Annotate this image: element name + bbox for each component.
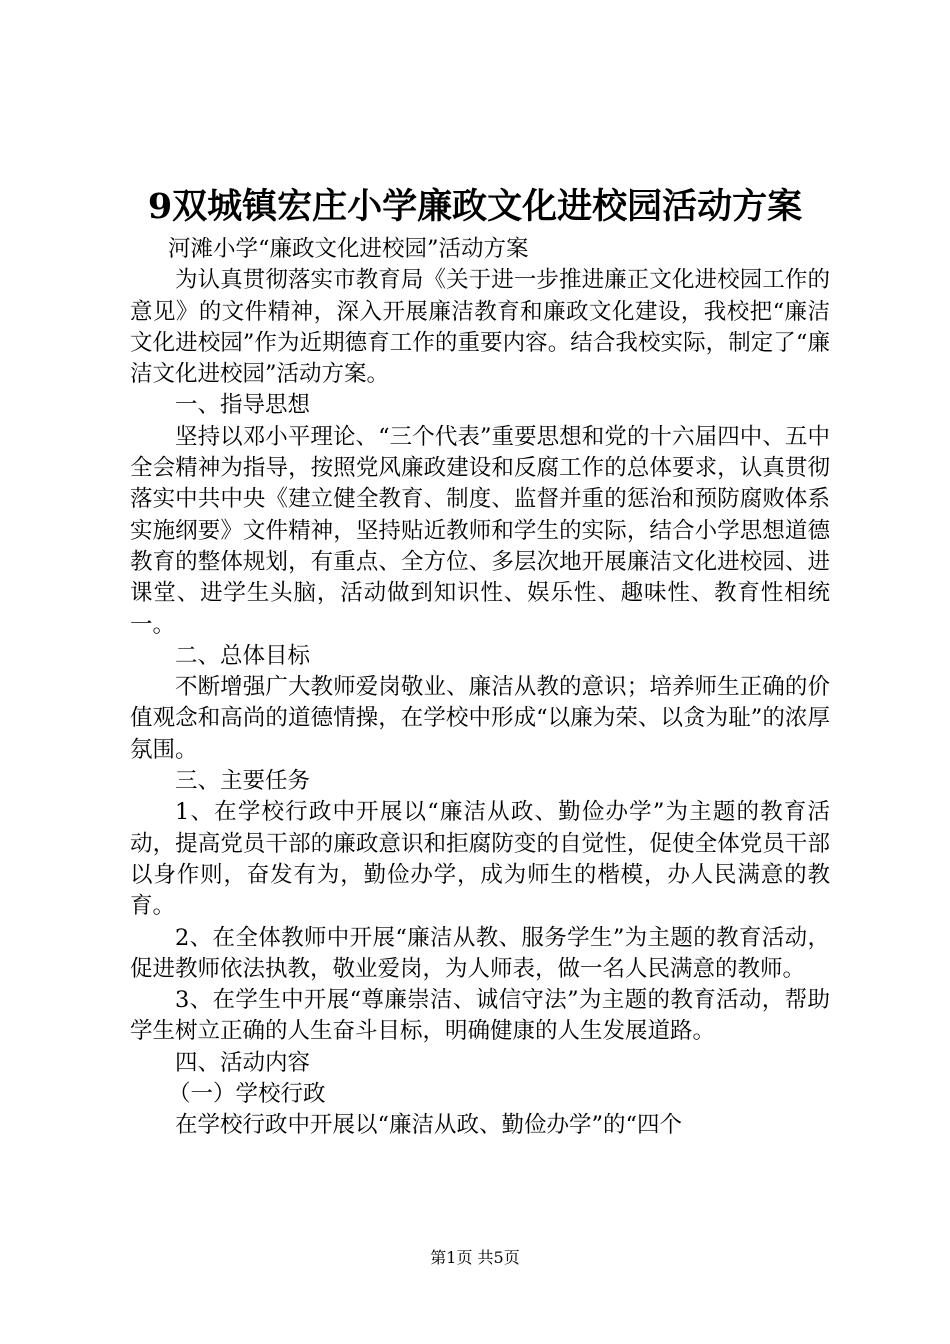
heading-activity-content: 四、活动内容 xyxy=(175,1049,311,1076)
paragraph-intro: 为认真贯彻落实市教育局《关于进一步推进廉正文化进校园工作的意见》的文件精神，深入开展廉洁教育和廉政文化建设，我校把“廉洁文化进校园”作为近期德育工作的重要内容。结合我校实际，制定了“廉洁文化进校园”活动方案。 xyxy=(130,267,830,388)
paragraph-guiding-ideology: 坚持以邓小平理论、“三个代表”重要思想和党的十六届四中、五中全会精神为指导，按照党风廉政建设和反腐工作的总体要求，认真贯彻落实中共中央《建立健全教育、制度、监督并重的惩治和预防腐败体系实施纲要》文件精神，坚持贴近教师和学生的实际，结合小学思想道德教育的整体规划，有重点、全方位、多层次地开展廉洁文化进校园、进课堂、进学生头脑，活动做到知识性、娱乐性、趣味性、教育性相统一。 xyxy=(130,423,830,638)
paragraph-task-1: 1、在学校行政中开展以“廉洁从政、勤俭办学”为主题的教育活动，提高党员干部的廉政意识和拒腐防变的自觉性，促使全体党员干部以身作则，奋发有为，勤俭办学，成为师生的楷模，办人民满意的教育。 xyxy=(130,799,830,920)
paragraph-task-2: 2、在全体教师中开展“廉洁从教、服务学生”为主题的教育活动，促进教师依法执教，敬业爱岗，为人师表，做一名人民满意的教师。 xyxy=(130,924,830,982)
heading-school-admin: （一）学校行政 xyxy=(168,1081,326,1108)
heading-main-tasks: 三、主要任务 xyxy=(175,768,311,795)
paragraph-school-admin: 在学校行政中开展以“廉洁从政、勤俭办学”的“四个 xyxy=(175,1112,683,1139)
document-title: 9双城镇宏庄小学廉政文化进校园活动方案 xyxy=(147,186,803,227)
paragraph-task-3: 3、在学生中开展“尊廉崇洁、诚信守法”为主题的教育活动，帮助学生树立正确的人生奋斗目标，明确健康的人生发展道路。 xyxy=(130,987,830,1045)
paragraph-subtitle: 河滩小学“廉政文化进校园”活动方案 xyxy=(168,236,529,262)
page-footer: 第1页 共5页 xyxy=(430,1248,520,1267)
document-body xyxy=(130,234,830,1142)
heading-overall-goal: 二、总体目标 xyxy=(175,642,311,669)
paragraph-overall-goal: 不断增强广大教师爱岗敬业、廉洁从教的意识；培养师生正确的价值观念和高尚的道德情操，在学校中形成“以廉为荣、以贪为耻”的浓厚氛围。 xyxy=(130,674,830,763)
heading-guiding-ideology: 一、指导思想 xyxy=(175,392,311,419)
